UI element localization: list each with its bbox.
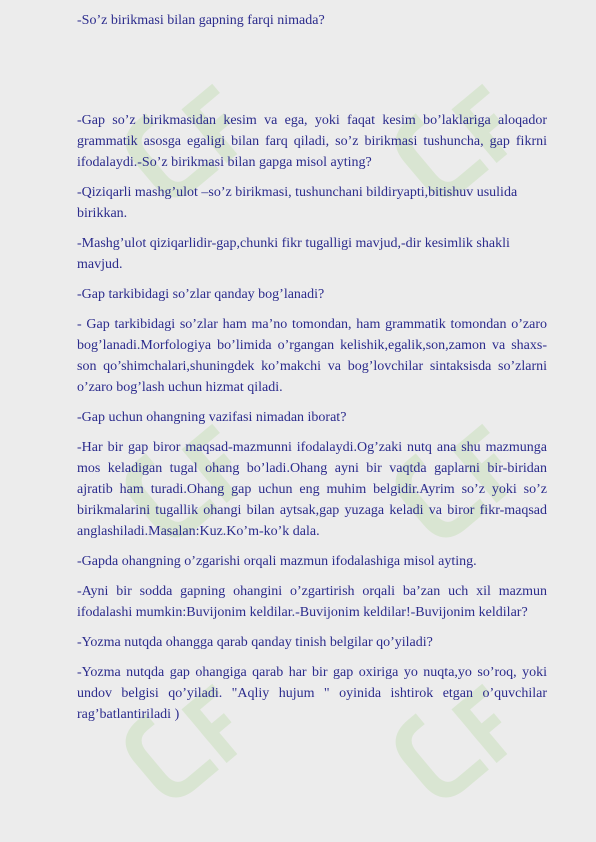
- answer-paragraph: -Yozma nutqda gap ohangiga qarab har bir gap oxiriga yo nuqta,yo so’roq, yoki undov belgisi qo’yiladi. "Aqliy hujum " oyinida ishtirok etgan o’quvchilar rag’batlantiriladi ): [77, 665, 547, 722]
- question-paragraph: -Gap tarkibidagi so’zlar qanday bog’lanadi?: [77, 287, 325, 302]
- answer-paragraph: -Ayni bir sodda gapning ohangini o’zgartirish orqali ba’zan uch xil mazmun ifodalashi mumkin:Buvijonim keldilar.-Buvijonim keldilar!-Buvijonim keldilar?: [77, 584, 547, 620]
- question-paragraph: -So’z birikmasi bilan gapning farqi nimada?: [77, 13, 325, 28]
- question-paragraph: -Yozma nutqda ohangga qarab qanday tinish belgilar qo’yiladi?: [77, 635, 433, 650]
- blank-space: [77, 40, 547, 110]
- question-paragraph: -Gap uchun ohangning vazifasi nimadan iborat?: [77, 410, 347, 425]
- document-body: [77, 10, 547, 734]
- answer-paragraph: -Qiziqarli mashg’ulot –so’z birikmasi, tushunchani bildiryapti,bitishuv usulida birikkan.: [77, 185, 518, 221]
- answer-paragraph: - Gap tarkibidagi so’zlar ham ma’no tomondan, ham grammatik tomondan o’zaro bog’lanadi.Morfologiya bo’limida o’rgangan kelishik,egalik,son,zamon va shaxs-son qo’shimchalari,shuningdek ko’makchi va bog’lovchilar sintaksisda so’zlarni o’zaro bog’lash uchun hizmat qiladi.: [77, 317, 547, 395]
- answer-paragraph: -Har bir gap biror maqsad-mazmunni ifodalaydi.Og’zaki nutq ana shu mazmunga mos keladigan tugal ohang bo’ladi.Ohang ayni bir vaqtda gaplarni bir-biridan ajratib ham turadi.Ohang gap uchun eng muhim belgidir.Ayrim so’z yoki so’z birikmalarini tugallik ohangi bilan aytsak,gap yuzaga keladi va biror fikr-maqsad anglashiladi.Masalan:Kuz.Ko’m-ko’k dala.: [77, 440, 547, 539]
- answer-paragraph: -Gap so’z birikmasidan kesim va ega, yoki faqat kesim bo’laklariga aloqador grammatik asosga egaligi bilan farq qiladi, so’z birikmasi tushuncha, gap fikrni ifodalaydi.-So’z birikmasi bilan gapga misol ayting?: [77, 113, 547, 170]
- question-paragraph: -Gapda ohangning o’zgarishi orqali mazmun ifodalashiga misol ayting.: [77, 554, 477, 569]
- answer-paragraph: -Mashg’ulot qiziqarlidir-gap,chunki fikr tugalligi mavjud,-dir kesimlik shakli mavjud.: [77, 236, 510, 272]
